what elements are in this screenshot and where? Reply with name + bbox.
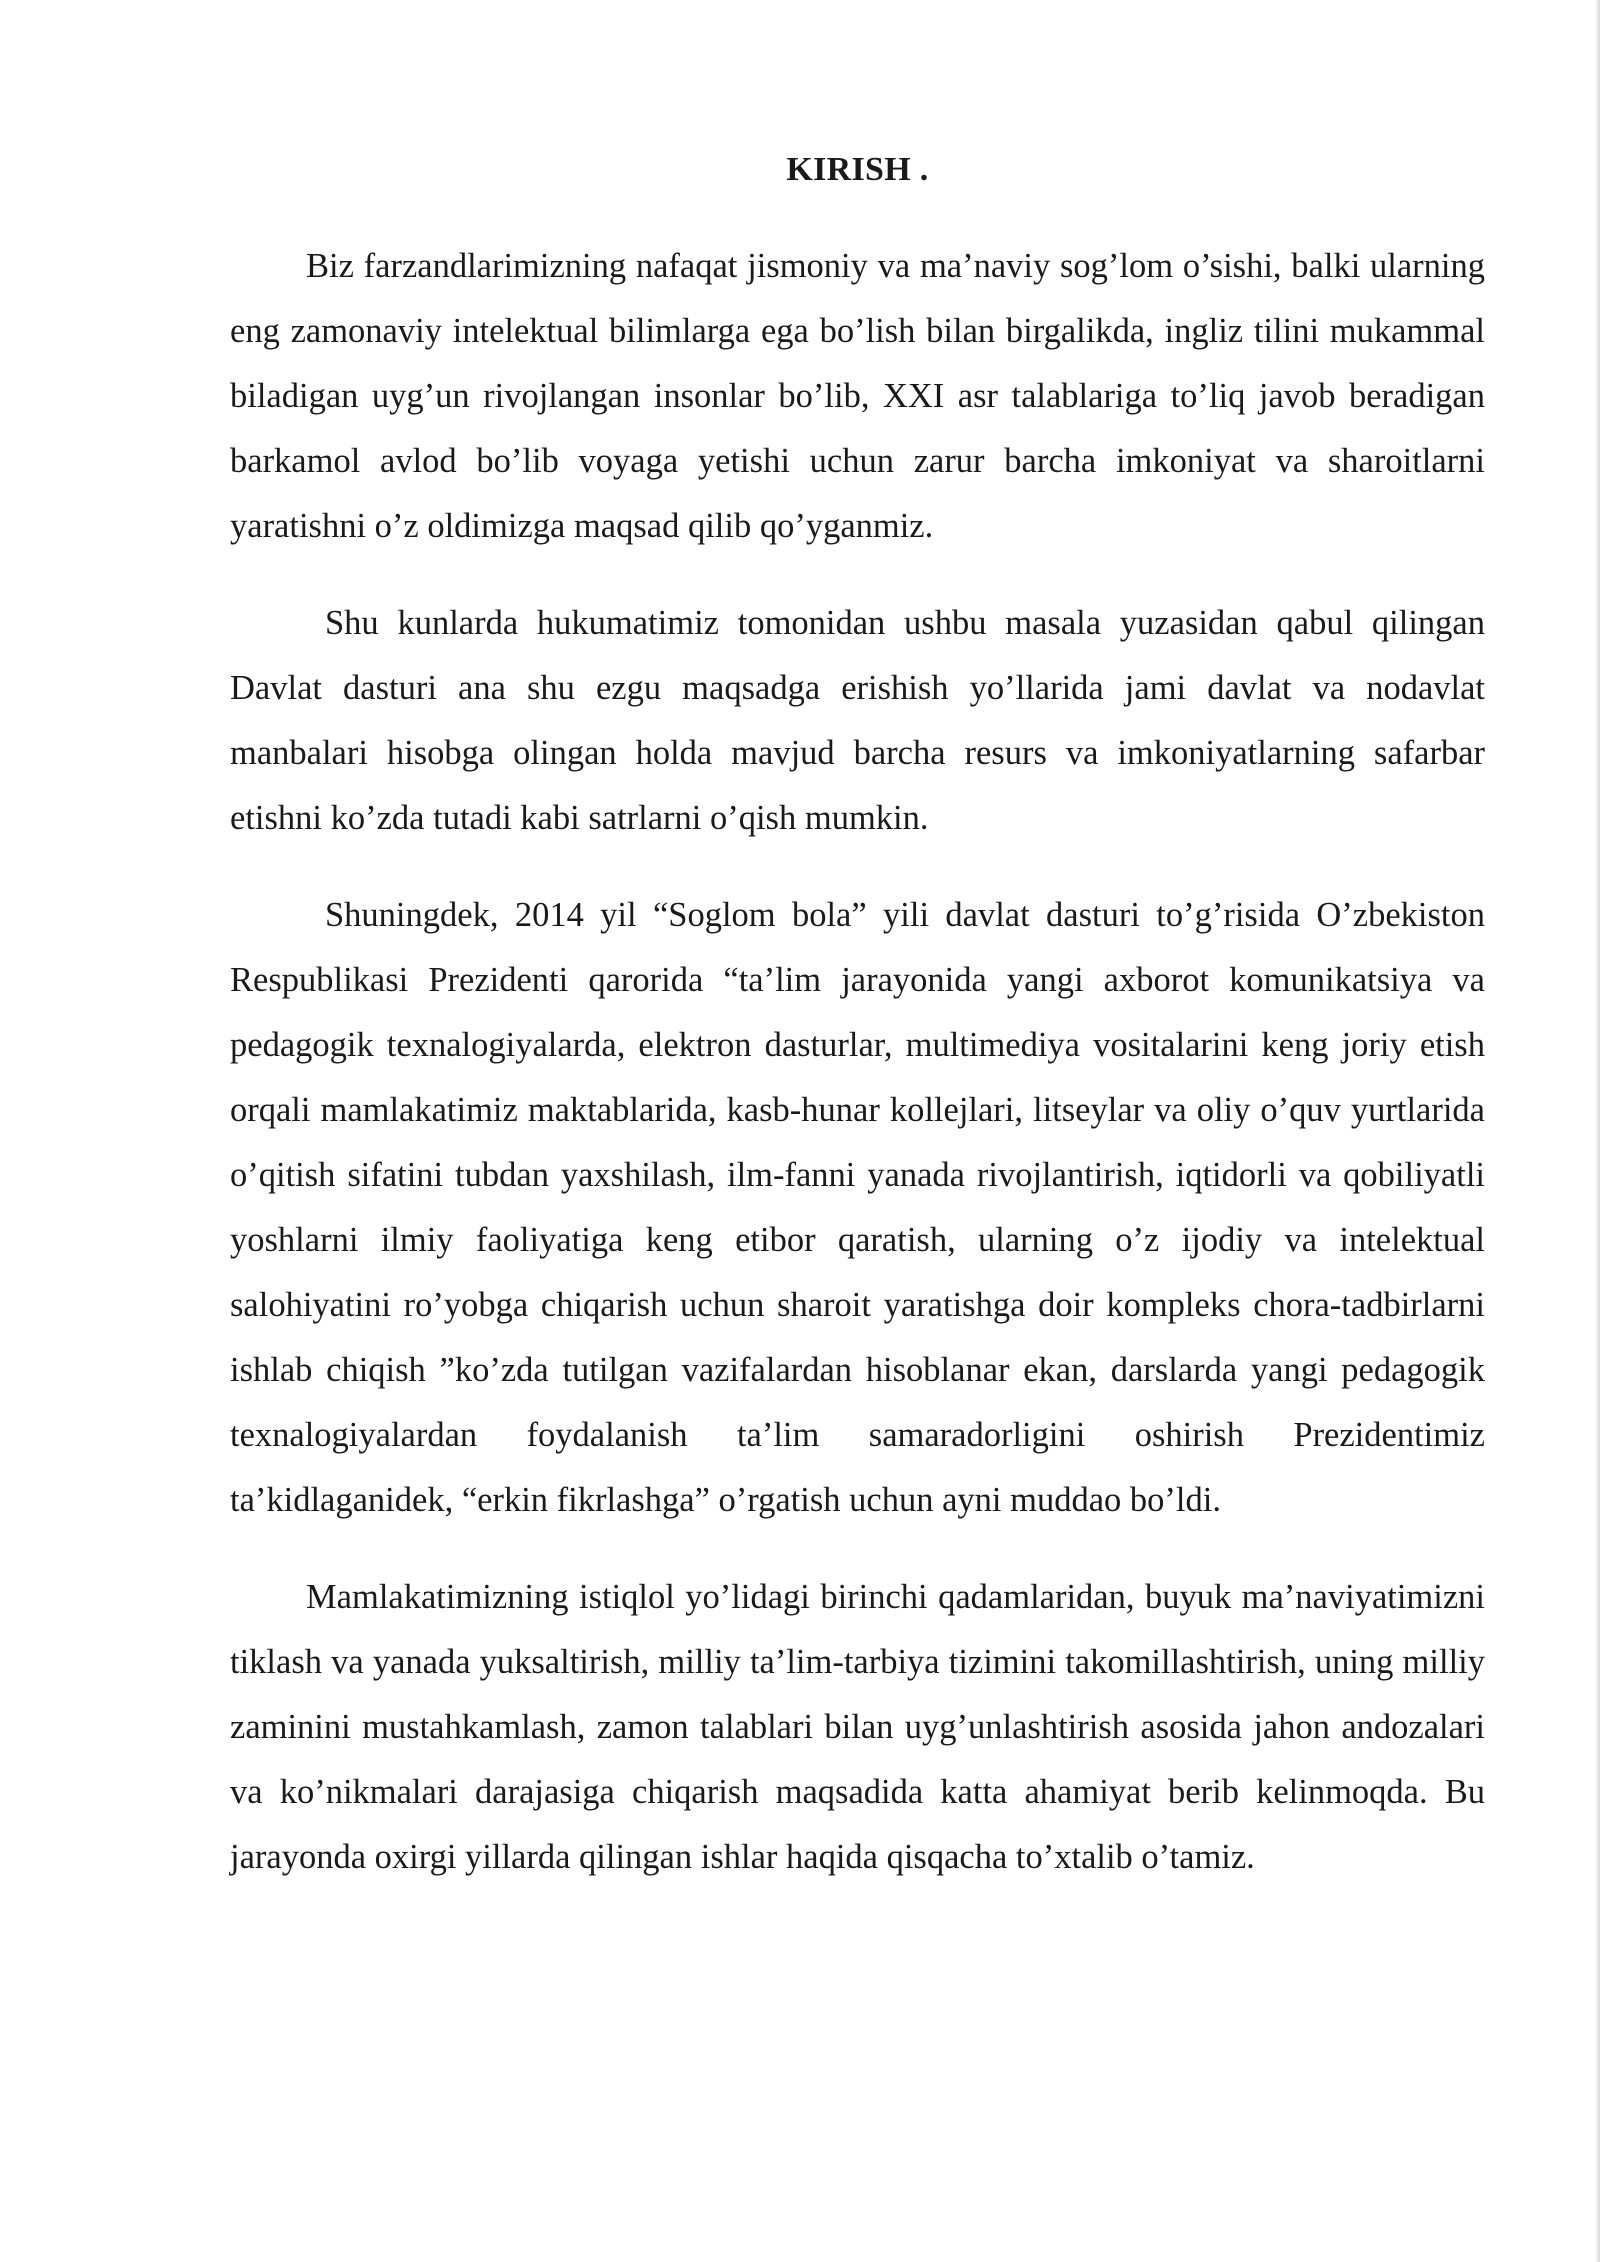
page-content bbox=[230, 150, 1485, 1922]
paragraph-4: Mamlakatimizning istiqlol yo’lidagi birinchi qadamlaridan, buyuk ma’naviyatimizni tiklash va yanada yuksaltirish, milliy ta’lim-tarbiya tizimini takomillashtirish, uning milliy zaminini mustahkamlash, zamon talablari bilan uyg’unlashtirish asosida jahon andozalari va ko’nikmalari darajasiga chiqarish maqsadida katta ahamiyat berib kelinmoqda. Bu jarayonda oxirgi yillarda qilingan ishlar haqida qisqacha to’xtalib o’tamiz. bbox=[230, 1578, 1485, 1876]
page-title: KIRISH . bbox=[786, 151, 929, 188]
paragraph-3: Shuningdek, 2014 yil “Soglom bola” yili davlat dasturi to’g’risida O’zbekiston Respublikasi Prezidenti qarorida “ta’lim jarayonida yangi axborot komunikatsiya va pedagogik texnalogiyalarda, elektron dasturlar, multimediya vositalarini keng joriy etish orqali mamlakatimiz maktablarida, kasb-hunar kollejlari, litseylar va oliy o’quv yurtlarida o’qitish sifatini tubdan yaxshilash, ilm-fanni yanada rivojlantirish, iqtidorli va qobiliyatli yoshlarni ilmiy faoliyatiga keng etibor qaratish, ularning o’z ijodiy va intelektual salohiyatini ro’yobga chiqarish uchun sharoit yaratishga doir kompleks chora-tadbirlarni ishlab chiqish ”ko’zda tutilgan vazifalardan hisoblanar ekan, darslarda yangi pedagogik texnalogiyalardan foydalanish ta’lim samaradorligini oshirish Prezidentimiz ta’kidlaganidek, “erkin fikrlashga” o’rgatish uchun ayni muddao bo’ldi. bbox=[230, 896, 1485, 1519]
paragraph-1: Biz farzandlarimizning nafaqat jismoniy va ma’naviy sog’lom o’sishi, balki ularning eng zamonaviy intelektual bilimlarga ega bo’lish bilan birgalikda, ingliz tilini mukammal biladigan uyg’un rivojlangan insonlar bo’lib, XXI asr talablariga to’liq javob beradigan barkamol avlod bo’lib voyaga yetishi uchun zarur barcha imkoniyat va sharoitlarni yaratishni o’z oldimizga maqsad qilib qo’yganmiz. bbox=[230, 247, 1485, 545]
page-edge-shadow bbox=[1595, 0, 1600, 2262]
paragraph-2: Shu kunlarda hukumatimiz tomonidan ushbu masala yuzasidan qabul qilingan Davlat dasturi ana shu ezgu maqsadga erishish yo’llarida jami davlat va nodavlat manbalari hisobga olingan holda mavjud barcha resurs va imkoniyatlarning safarbar etishni ko’zda tutadi kabi satrlarni o’qish mumkin. bbox=[230, 604, 1485, 837]
